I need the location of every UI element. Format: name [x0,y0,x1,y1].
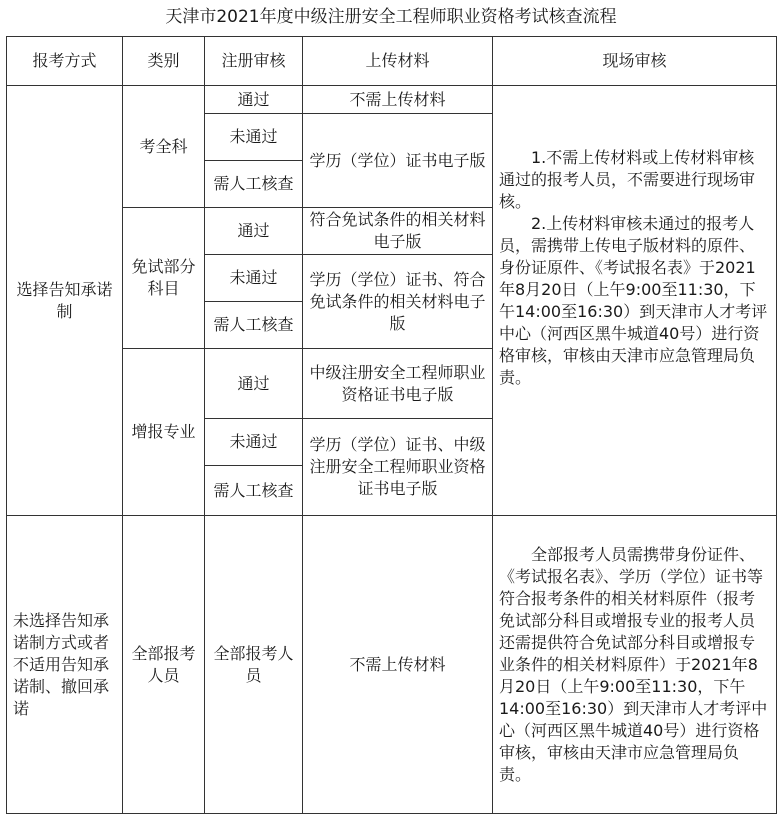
method-cell: 未选择告知承诺制方式或者不适用告知承诺制、撤回承诺 [7,516,123,814]
status-cell: 通过 [205,208,303,255]
page-title: 天津市2021年度中级注册安全工程师职业资格考试核查流程 [165,7,617,27]
status-cell: 需人工核查 [205,161,303,208]
material-cell: 中级注册安全工程师职业资格证书电子版 [303,349,493,419]
status-cell: 通过 [205,349,303,419]
table-row [7,516,777,814]
material-cell: 不需上传材料 [303,86,493,114]
table-row [7,86,777,114]
header-onsite-review: 现场审核 [493,37,777,86]
status-cell: 未通过 [205,114,303,161]
review-process-table [6,36,777,814]
status-cell: 未通过 [205,419,303,466]
material-cell: 学历（学位）证书、中级注册安全工程师职业资格证书电子版 [303,419,493,516]
material-cell: 学历（学位）证书、符合免试条件的相关材料电子版 [303,255,493,349]
header-row [7,37,777,86]
onsite-review-cell [493,516,777,814]
status-cell: 通过 [205,86,303,114]
onsite-review-cell [493,86,777,516]
method-cell: 选择告知承诺制 [7,86,123,516]
material-cell: 学历（学位）证书电子版 [303,114,493,208]
status-cell: 全部报考人员 [205,516,303,814]
onsite-note-1: 1.不需上传材料或上传材料审核通过的报考人员，不需要进行现场审核。 [499,148,756,211]
category-cell: 考全科 [123,86,205,208]
material-cell: 不需上传材料 [303,516,493,814]
category-cell: 全部报考人员 [123,516,205,814]
header-category: 类别 [123,37,205,86]
header-upload-materials: 上传材料 [303,37,493,86]
onsite-note-2: 2.上传材料审核未通过的报考人员，需携带上传电子版材料的原件、身份证原件、《考试报名表》于2021年8月20日（上午9:00至11:30，下午14:00至16:30）到天津市人才考评中心（河西区黑牛城道40号）进行资格审核，审核由天津市应急管理局负责。 [499,214,768,387]
material-cell: 符合免试条件的相关材料电子版 [303,208,493,255]
header-method: 报考方式 [7,37,123,86]
category-cell: 免试部分科目 [123,208,205,349]
onsite-note: 全部报考人员需携带身份证件、《考试报名表》、学历（学位）证书等符合报考条件的相关材料原件（报考免试部分科目或增报专业的报考人员还需提供符合免试部分科目或增报专业条件的相关材料原件）于2021年8月20日（上午9:00至11:30，下午14:00至16:30）到天津市人才考评中心（河西区黑牛城道40号）进行资格审核，审核由天津市应急管理局负责。 [499,544,768,784]
header-registration-review: 注册审核 [205,37,303,86]
status-cell: 未通过 [205,255,303,302]
status-cell: 需人工核查 [205,466,303,516]
status-cell: 需人工核查 [205,302,303,349]
category-cell: 增报专业 [123,349,205,516]
